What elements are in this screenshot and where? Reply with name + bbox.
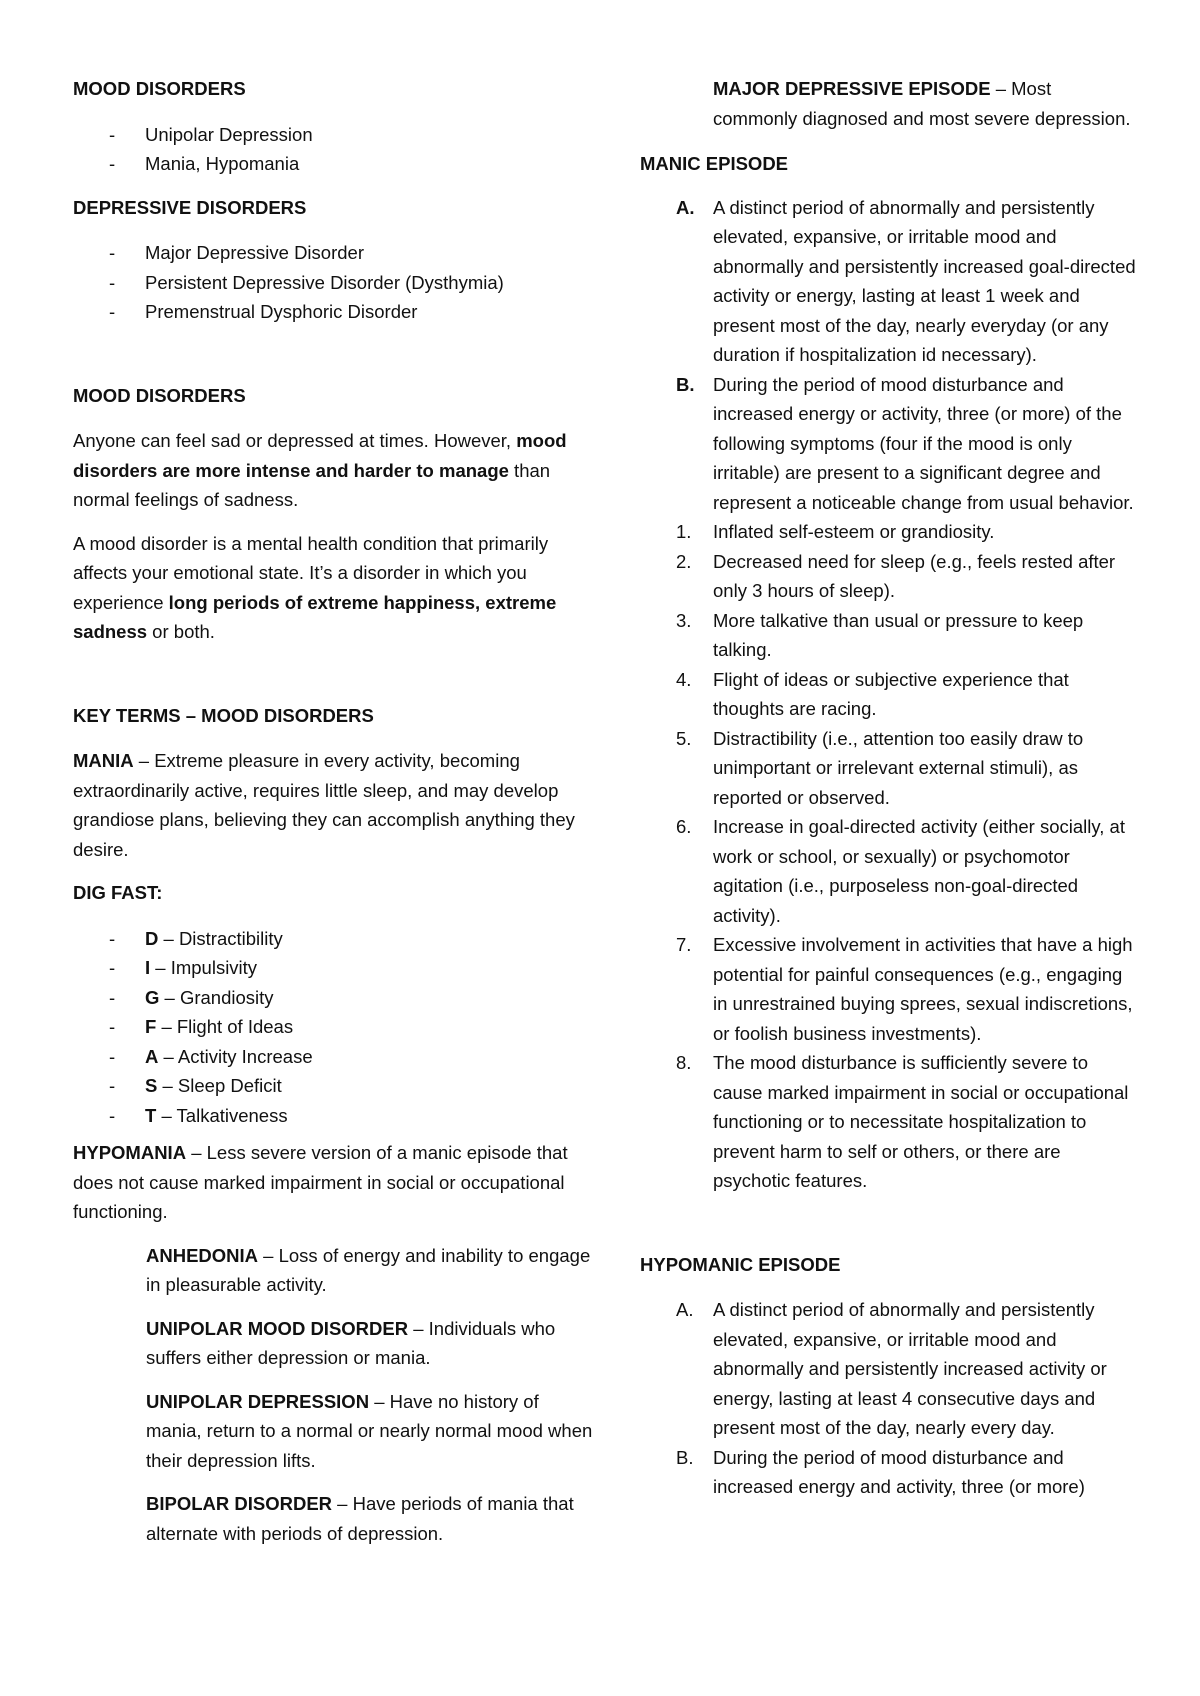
list-item: B. During the period of mood disturbance and increased energy or activity, three (or more) of the following symptoms (four if the mood is only irritable) are present to a significant degree and represent a noticeable change from usual behavior.: [676, 373, 1134, 513]
paragraph-definition: A mood disorder is a mental health condition that primarily affects your emotional state. It’s a disorder in which you experience long periods of extreme happiness, extreme sadness or both.: [73, 532, 557, 642]
list-item: - G – Grandiosity: [73, 983, 593, 1013]
list-item: 2. Decreased need for sleep (e.g., feels rested after only 3 hours of sleep).: [676, 550, 1116, 601]
heading-dig-fast: DIG FAST:: [73, 882, 163, 903]
list-item: - Premenstrual Dysphoric Disorder: [73, 297, 593, 327]
right-column: [640, 74, 1140, 1502]
list-item: 8. The mood disturbance is sufficiently severe to cause marked impairment in social or occupational functioning or to necessitate hospitalization to prevent harm to self or others, or there are psychotic features.: [676, 1052, 1129, 1191]
manic-symptoms-list: [640, 517, 1140, 1196]
hypomanic-criteria-list: [640, 1295, 1140, 1502]
list-item: 3. More talkative than usual or pressure to keep talking.: [676, 609, 1084, 660]
dig-fast-list: [73, 924, 593, 1131]
term-bipolar-disorder: BIPOLAR DISORDER – Have periods of mania that alternate with periods of depression.: [146, 1493, 574, 1544]
heading-depressive-disorders: DEPRESSIVE DISORDERS: [73, 196, 307, 218]
list-item: - Mania, Hypomania: [73, 149, 593, 179]
list-item: - S – Sleep Deficit: [73, 1071, 593, 1101]
list-item: 5. Distractibility (i.e., attention too easily draw to unimportant or irrelevant external stimuli), as reported or observed.: [676, 727, 1084, 808]
list-item: 1. Inflated self-esteem or grandiosity.: [676, 521, 995, 542]
list-item: A. A distinct period of abnormally and persistently elevated, expansive, or irritable mood and abnormally and persistently increased activity or energy, lasting at least 4 consecutive days and present most of the day, nearly every day.: [676, 1299, 1107, 1438]
term-unipolar-depression: UNIPOLAR DEPRESSION – Have no history of mania, return to a normal or nearly normal mood when their depression lifts.: [146, 1390, 593, 1471]
list-item: - F – Flight of Ideas: [73, 1012, 593, 1042]
heading-hypomanic-episode: HYPOMANIC EPISODE: [640, 1253, 841, 1275]
term-hypomania: HYPOMANIA – Less severe version of a manic episode that does not cause marked impairment in social or occupational functioning.: [73, 1142, 568, 1222]
term-major-depressive-episode: MAJOR DEPRESSIVE EPISODE – Most commonly diagnosed and most severe depression.: [713, 78, 1131, 129]
list-item: - Major Depressive Disorder: [73, 238, 593, 268]
list-item: - I – Impulsivity: [73, 953, 593, 983]
heading-mood-disorders: MOOD DISORDERS: [73, 78, 246, 99]
list-item: - A – Activity Increase: [73, 1042, 593, 1072]
list-item: - D – Distractibility: [73, 924, 593, 954]
list-item: 7. Excessive involvement in activities that have a high potential for painful consequences (e.g., engaging in unrestrained buying sprees, sexual indiscretions, or foolish business investments).: [676, 934, 1133, 1044]
heading-mood-disorders-2: MOOD DISORDERS: [73, 384, 246, 406]
list-item: B. During the period of mood disturbance and increased energy and activity, three (or more): [676, 1446, 1085, 1497]
list-item: 6. Increase in goal-directed activity (either socially, at work or school, or sexually) or psychomotor agitation (i.e., purposeless non-goal-directed activity).: [676, 816, 1125, 926]
term-mania: MANIA – Extreme pleasure in every activity, becoming extraordinarily active, requires little sleep, and may develop grandiose plans, believing they can accomplish anything they desire.: [73, 750, 575, 860]
list-item: - Unipolar Depression: [73, 120, 593, 150]
term-unipolar-mood-disorder: UNIPOLAR MOOD DISORDER – Individuals who suffers either depression or mania.: [146, 1317, 556, 1368]
term-anhedonia: ANHEDONIA – Loss of energy and inability to engage in pleasurable activity.: [146, 1244, 591, 1295]
list-item: A. A distinct period of abnormally and persistently elevated, expansive, or irritable mood and abnormally and persistently increased goal-directed activity or energy, lasting at least 1 week and present most of the day, nearly everyday (or any duration if hospitalization id necessary).: [676, 196, 1136, 365]
manic-criteria-list: [640, 193, 1140, 518]
list-item: - T – Talkativeness: [73, 1101, 593, 1131]
mood-disorders-list: [73, 120, 593, 179]
left-column: [73, 74, 593, 1548]
list-item: 4. Flight of ideas or subjective experience that thoughts are racing.: [676, 668, 1069, 719]
paragraph-intro: Anyone can feel sad or depressed at times. However, mood disorders are more intense and harder to manage than normal feelings of sadness.: [73, 430, 567, 510]
list-item: - Persistent Depressive Disorder (Dysthymia): [73, 268, 593, 298]
heading-key-terms: KEY TERMS – MOOD DISORDERS: [73, 704, 374, 726]
heading-manic-episode: MANIC EPISODE: [640, 153, 789, 174]
depressive-disorders-list: [73, 238, 593, 327]
